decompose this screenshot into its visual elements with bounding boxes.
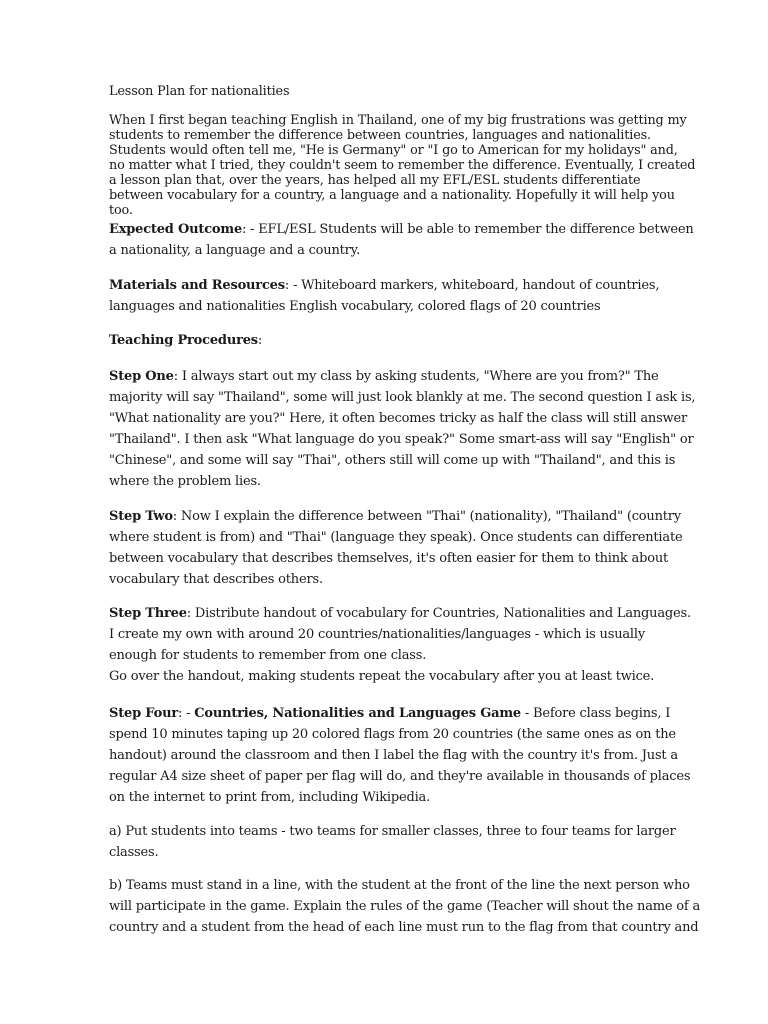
step-four-separator: : -: [177, 706, 195, 721]
teaching-procedures-heading: [109, 333, 262, 349]
expected-outcome-line: a nationality, a language and a country.: [109, 243, 361, 258]
step-one-line: "What nationality are you?" Here, it often becomes tricky as half the class will still answer: [109, 411, 687, 426]
intro-line: between vocabulary for a country, a language and a nationality. Hopefully it will help you: [109, 188, 675, 203]
step-four-line: spend 10 minutes taping up 20 colored flags from 20 countries (the same ones as on the: [109, 727, 676, 742]
step-one-line: "Thailand". I then ask "What language do you speak?" Some smart-ass will say "English" or: [109, 432, 694, 447]
item-b-line: country and a student from the head of each line must run to the flag from that country and: [109, 920, 699, 935]
expected-outcome-line: [109, 222, 694, 238]
step-three-text: : Distribute handout of vocabulary for Countries, Nationalities and Languages.: [186, 606, 691, 621]
expected-outcome-text: : - EFL/ESL Students will be able to remember the difference between: [242, 222, 694, 237]
step-four-line: handout) around the classroom and then I label the flag with the country it's from. Just a: [109, 748, 678, 763]
step-two-line: where student is from) and "Thai" (language they speak). Once students can differentiate: [109, 530, 683, 545]
step-one-line: "Chinese", and some will say "Thai", others still will come up with "Thailand", and this is: [109, 453, 676, 468]
step-one-line: [109, 369, 659, 385]
item-b-line: b) Teams must stand in a line, with the student at the front of the line the next person who: [109, 878, 690, 893]
item-a-line: classes.: [109, 845, 159, 860]
game-title: Countries, Nationalities and Languages Game: [194, 706, 521, 721]
materials-line: [109, 278, 659, 294]
intro-line: too.: [109, 203, 133, 218]
teaching-procedures-label: Teaching Procedures: [109, 333, 258, 348]
step-two-line: vocabulary that describes others.: [109, 572, 323, 587]
materials-label: Materials and Resources: [109, 278, 285, 293]
step-two-line: [109, 509, 681, 525]
teaching-procedures-suffix: :: [257, 333, 263, 348]
intro-line: students to remember the difference between countries, languages and nationalities.: [109, 128, 651, 143]
intro-line: When I first began teaching English in Thailand, one of my big frustrations was getting my: [109, 113, 687, 128]
step-two-label: Step Two: [109, 509, 173, 524]
step-one-line: where the problem lies.: [109, 474, 261, 489]
intro-line: no matter what I tried, they couldn't seem to remember the difference. Eventually, I created: [109, 158, 696, 173]
materials-line: languages and nationalities English vocabulary, colored flags of 20 countries: [109, 299, 601, 314]
step-four-label: Step Four: [109, 706, 178, 721]
step-three-line: [109, 606, 691, 622]
step-three-line: enough for students to remember from one class.: [109, 648, 427, 663]
step-two-line: between vocabulary that describes themselves, it's often easier for them to think about: [109, 551, 669, 566]
intro-line: Students would often tell me, "He is Germany" or "I go to American for my holidays" and,: [109, 143, 678, 158]
step-one-text: : I always start out my class by asking students, "Where are you from?" The: [173, 369, 659, 384]
step-one-line: majority will say "Thailand", some will just look blankly at me. The second question I ask is,: [109, 390, 696, 405]
materials-text: : - Whiteboard markers, whiteboard, handout of countries,: [284, 278, 660, 293]
step-four-text: - Before class begins, I: [520, 706, 671, 721]
step-two-text: : Now I explain the difference between "Thai" (nationality), "Thailand" (country: [172, 509, 681, 524]
document-title: Lesson Plan for nationalities: [109, 84, 290, 99]
step-four-line: [109, 706, 670, 722]
step-three-label: Step Three: [109, 606, 187, 621]
item-a-line: a) Put students into teams - two teams for smaller classes, three to four teams for larger: [109, 824, 676, 839]
intro-line: a lesson plan that, over the years, has helped all my EFL/ESL students differentiate: [109, 173, 641, 188]
item-b-line: will participate in the game. Explain the rules of the game (Teacher will shout the name of a: [109, 899, 701, 914]
step-three-line: Go over the handout, making students repeat the vocabulary after you at least twice.: [109, 669, 655, 684]
step-four-line: regular A4 size sheet of paper per flag will do, and they're available in thousands of places: [109, 769, 691, 784]
step-three-line: I create my own with around 20 countries/nationalities/languages - which is usually: [109, 627, 645, 642]
expected-outcome-label: Expected Outcome: [109, 222, 243, 237]
step-four-line: on the internet to print from, including Wikipedia.: [109, 790, 431, 805]
step-one-label: Step One: [109, 369, 174, 384]
